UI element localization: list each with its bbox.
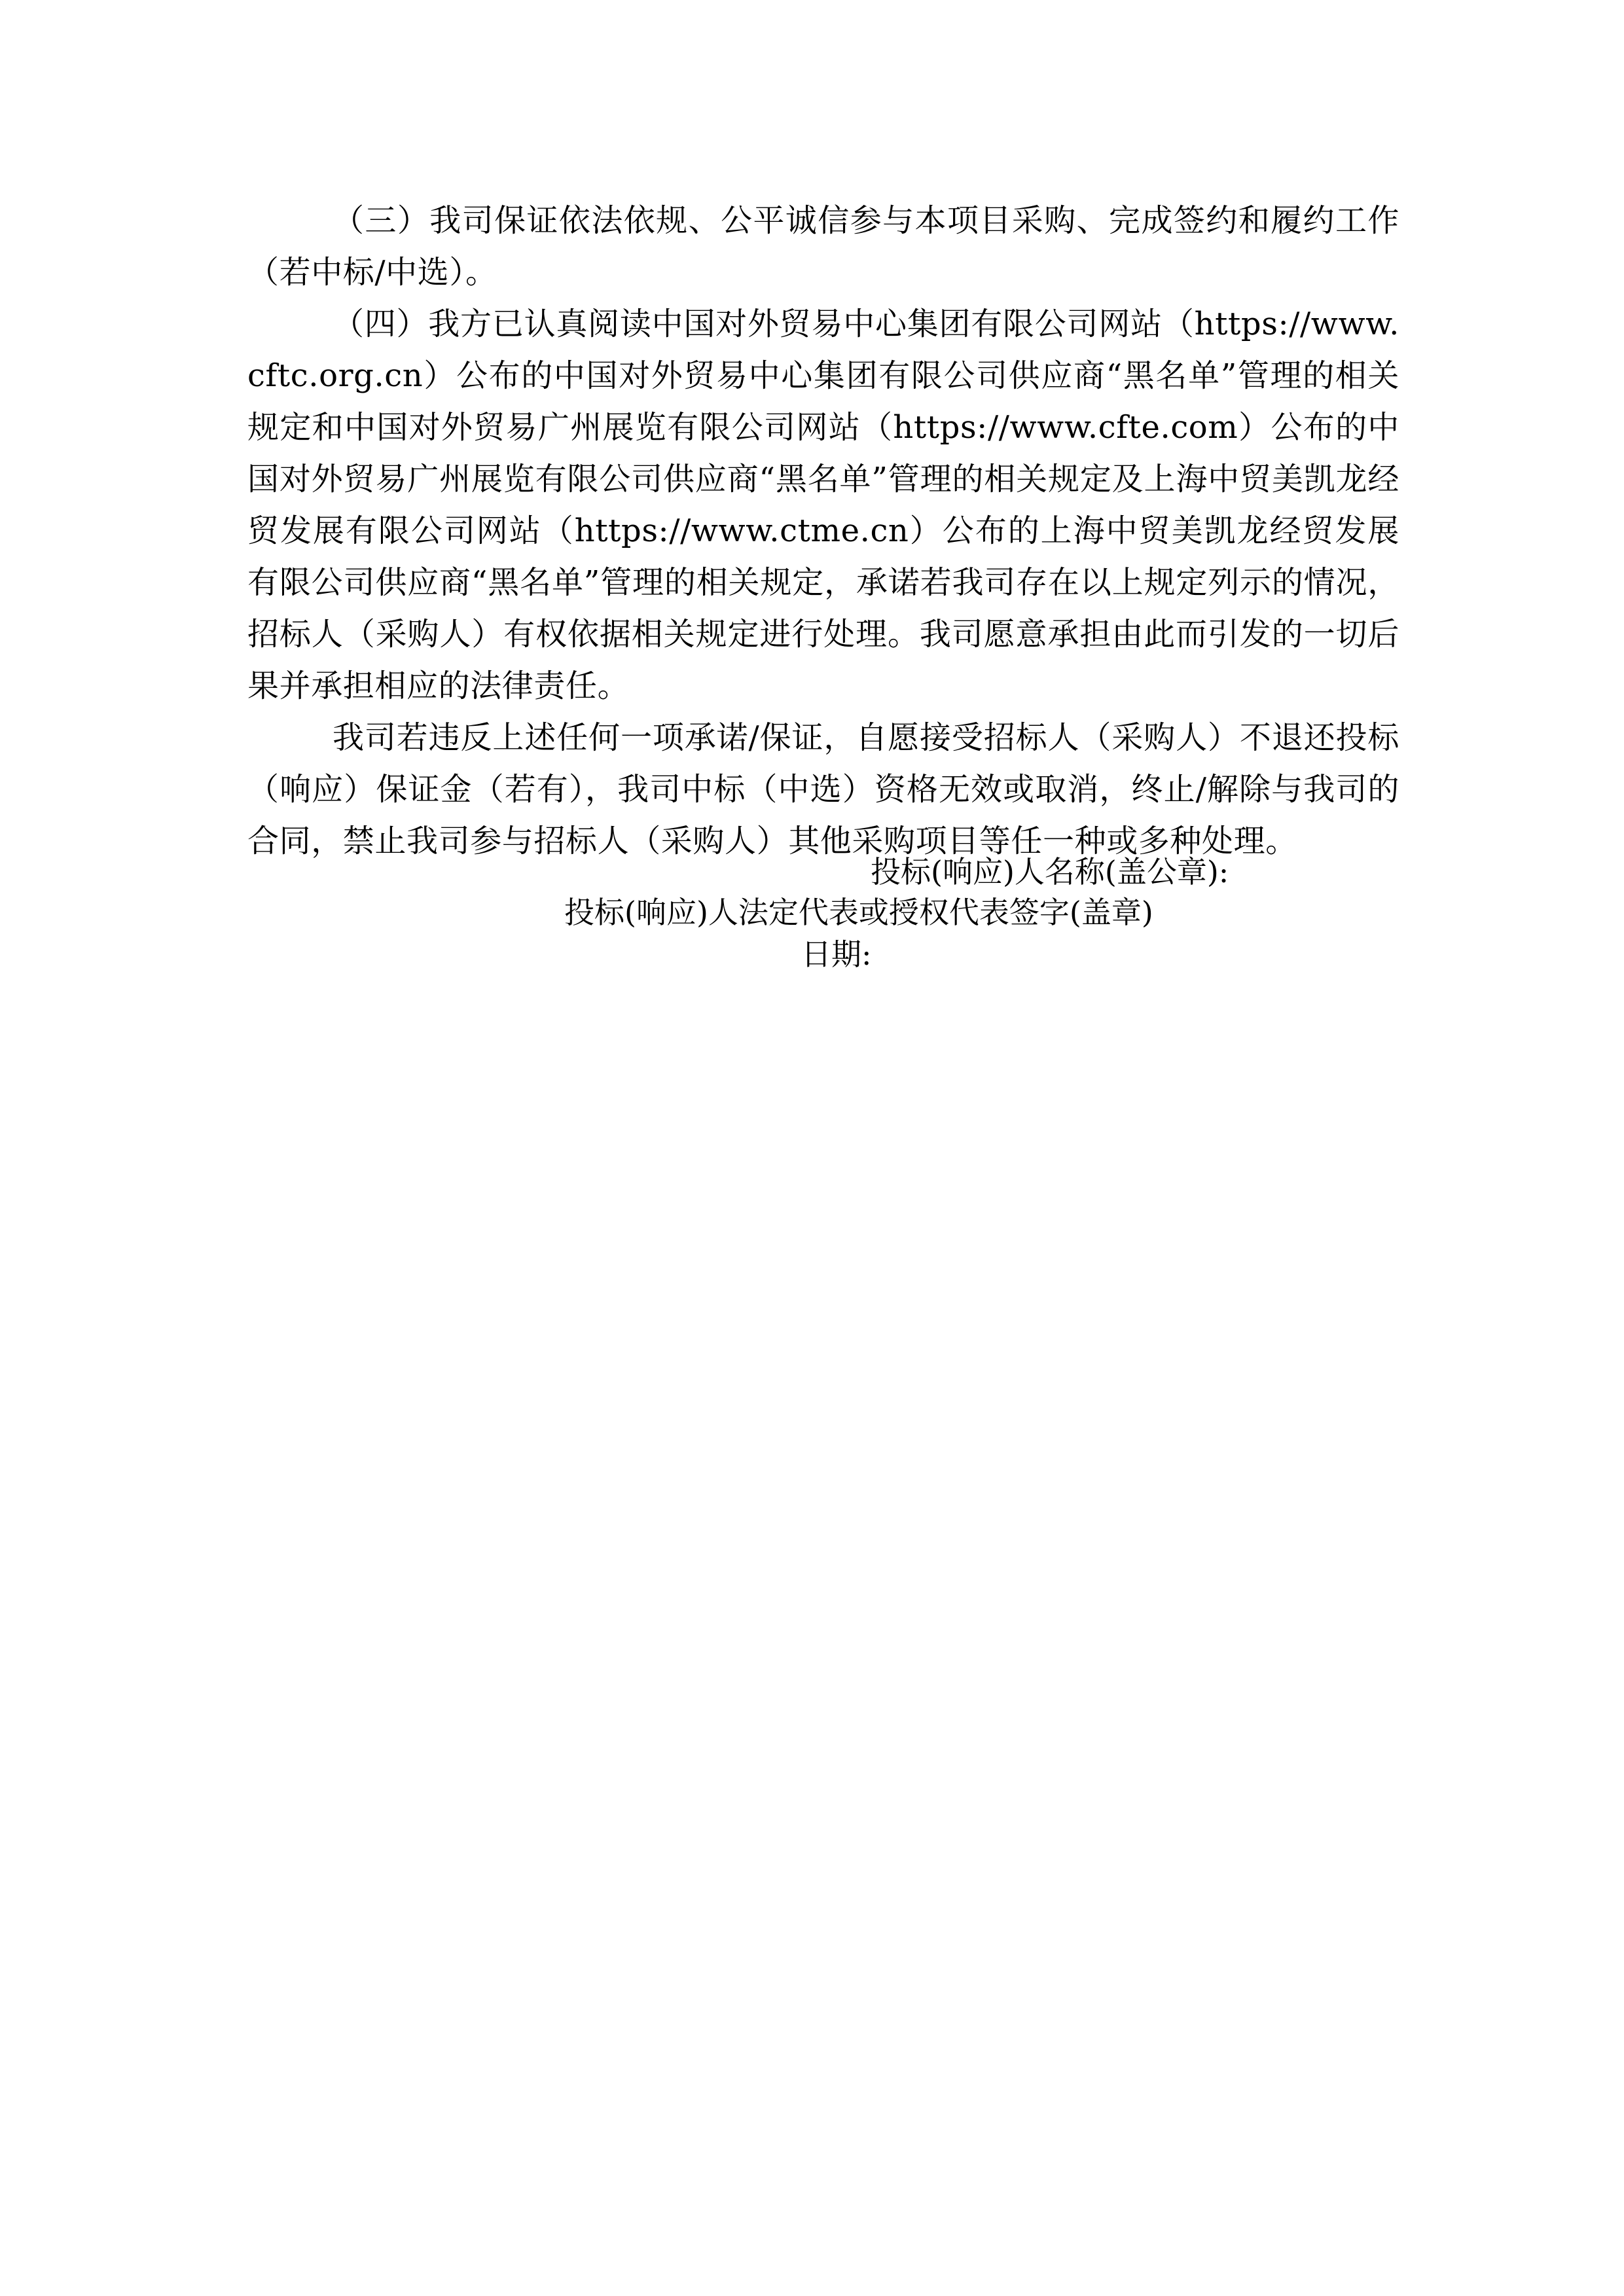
paragraph-penalty: 我司若违反上述任何一项承诺/保证，自愿接受招标人（采购人）不退还投标（响应）保证金（若有），我司中标（中选）资格无效或取消，终止/解除与我司的合同，禁止我司参与招标人（采购人）其他采购项目等任一种或多种处理。 [247, 719, 1399, 859]
signature-representative-label: 投标(响应)人法定代表或授权代表签字(盖章) [564, 895, 1153, 930]
paragraph-blacklist: （四）我方已认真阅读中国对外贸易中心集团有限公司网站（https://www.cftc.org.cn）公布的中国对外贸易中心集团有限公司供应商“黑名单”管理的相关规定和中国对外贸易广州展览有限公司网站（https://www.cfte.com）公布的中国对外贸易广州展览有限公司供应商“黑名单”管理的相关规定及上海中贸美凯龙经贸发展有限公司网站（https://www.ctme.cn）公布的上海中贸美凯龙经贸发展有限公司供应商“黑名单”管理的相关规定，承诺若我司存在以上规定列示的情况，招标人（采购人）有权依据相关规定进行处理。我司愿意承担由此而引发的一切后果并承担相应的法律责任。 [247, 306, 1399, 704]
paragraph-compliance: （三）我司保证依法依规、公平诚信参与本项目采购、完成签约和履约工作（若中标/中选）。 [247, 202, 1399, 291]
signature-company-label: 投标(响应)人名称(盖公章): [871, 854, 1229, 889]
signature-date-label: 日期: [801, 937, 872, 972]
document-body [247, 195, 1399, 867]
